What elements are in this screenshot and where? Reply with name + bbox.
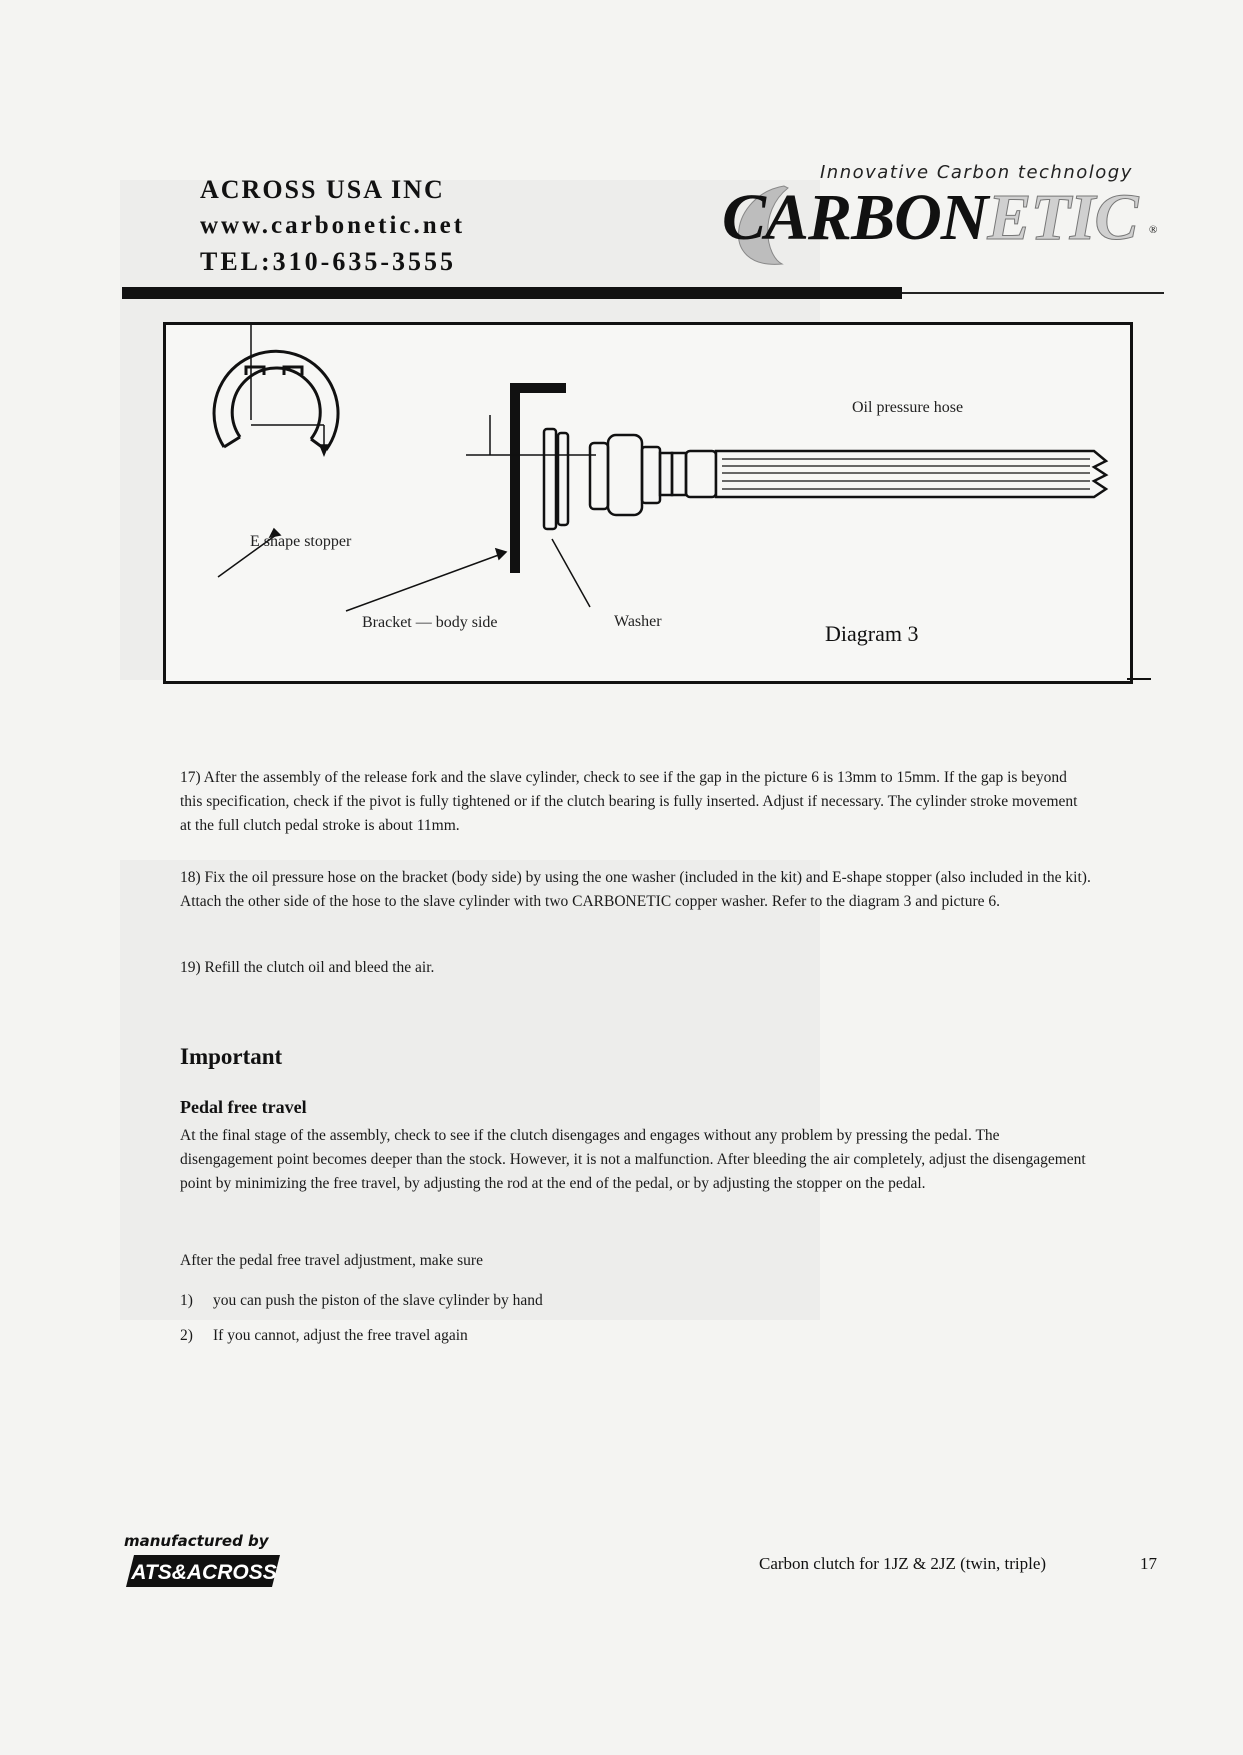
pedal-free-travel-paragraph: At the final stage of the assembly, check to see if the clutch disengages and engages without any problem by pressing the pedal. The disengagement point becomes deeper than the stock. However, it is not a malfunction. After bleeding the air completely, adjust the disengagement point by minimizing the free travel, by adjusting the rod at the end of the pedal, or by adjusting the stopper on the pedal. [180,1127,1086,1192]
carbonetic-logo [722,152,1162,282]
list-item-number: 2) [180,1327,193,1344]
hose-fitting-drawing [590,435,716,515]
list-item [180,1292,543,1310]
label-e-shape-stopper: E shape stopper [250,533,352,550]
manufactured-by-label: manufactured by [124,1532,269,1550]
label-bracket-body-side: Bracket — body side [362,614,498,631]
logo-word-dark: CARBON [722,181,988,254]
oil-pressure-hose-drawing [716,451,1106,497]
page-number: 17 [1140,1554,1157,1573]
company-phone: TEL:310-635-3555 [200,247,456,276]
bracket-drawing [466,383,596,573]
list-item [180,1327,468,1345]
pedal-free-travel-heading: Pedal free travel [180,1097,307,1117]
important-heading: Important [180,1044,283,1069]
logo-wordmark [722,180,1137,256]
diagram-title: Diagram 3 [825,621,919,646]
ats-across-badge [124,1553,282,1589]
after-adjustment-text: After the pedal free travel adjustment, make sure [180,1252,483,1269]
step-19-text: 19) Refill the clutch oil and bleed the air. [180,959,435,976]
logo-word-light: ETIC [987,181,1138,254]
step-17-text: 17) After the assembly of the release fork and the slave cylinder, check to see if the gap in the picture 6 is 13mm to 15mm. If the gap is beyond this specification, check if the pivot is fully tightened or if the clutch bearing is fully inserted. Adjust if necessary. The cylinder stroke movement at the full clutch pedal stroke is about 11mm. [180,769,1078,834]
header-rule-thick [122,287,902,299]
label-oil-pressure-hose: Oil pressure hose [852,399,964,416]
diagram-3-frame [163,322,1133,684]
list-item-number: 1) [180,1292,193,1309]
list-item-text: If you cannot, adjust the free travel again [213,1327,468,1344]
header-rule-thin [902,292,1164,294]
e-shape-stopper-drawing [214,351,338,450]
label-washer: Washer [614,613,662,630]
step-18-text: 18) Fix the oil pressure hose on the bracket (body side) by using the one washer (included in the kit) and E-shape stopper (also included in the kit). Attach the other side of the hose to the slave cylinder with two CARBONETIC copper washer. Refer to the diagram 3 and picture 6. [180,869,1091,910]
company-website: www.carbonetic.net [200,212,466,239]
registered-mark: ® [1149,224,1158,236]
footer-caption: Carbon clutch for 1JZ & 2JZ (twin, triple) [759,1554,1047,1573]
diagram-baseline-extension [1127,678,1151,680]
badge-text: ATS&ACROSS [131,1561,277,1584]
logo-tagline: Innovative Carbon technology [820,162,1133,183]
company-block [200,172,465,280]
list-item-text: you can push the piston of the slave cylinder by hand [213,1292,543,1309]
washer-drawing [544,429,568,529]
company-name: ACROSS USA INC [200,175,445,204]
